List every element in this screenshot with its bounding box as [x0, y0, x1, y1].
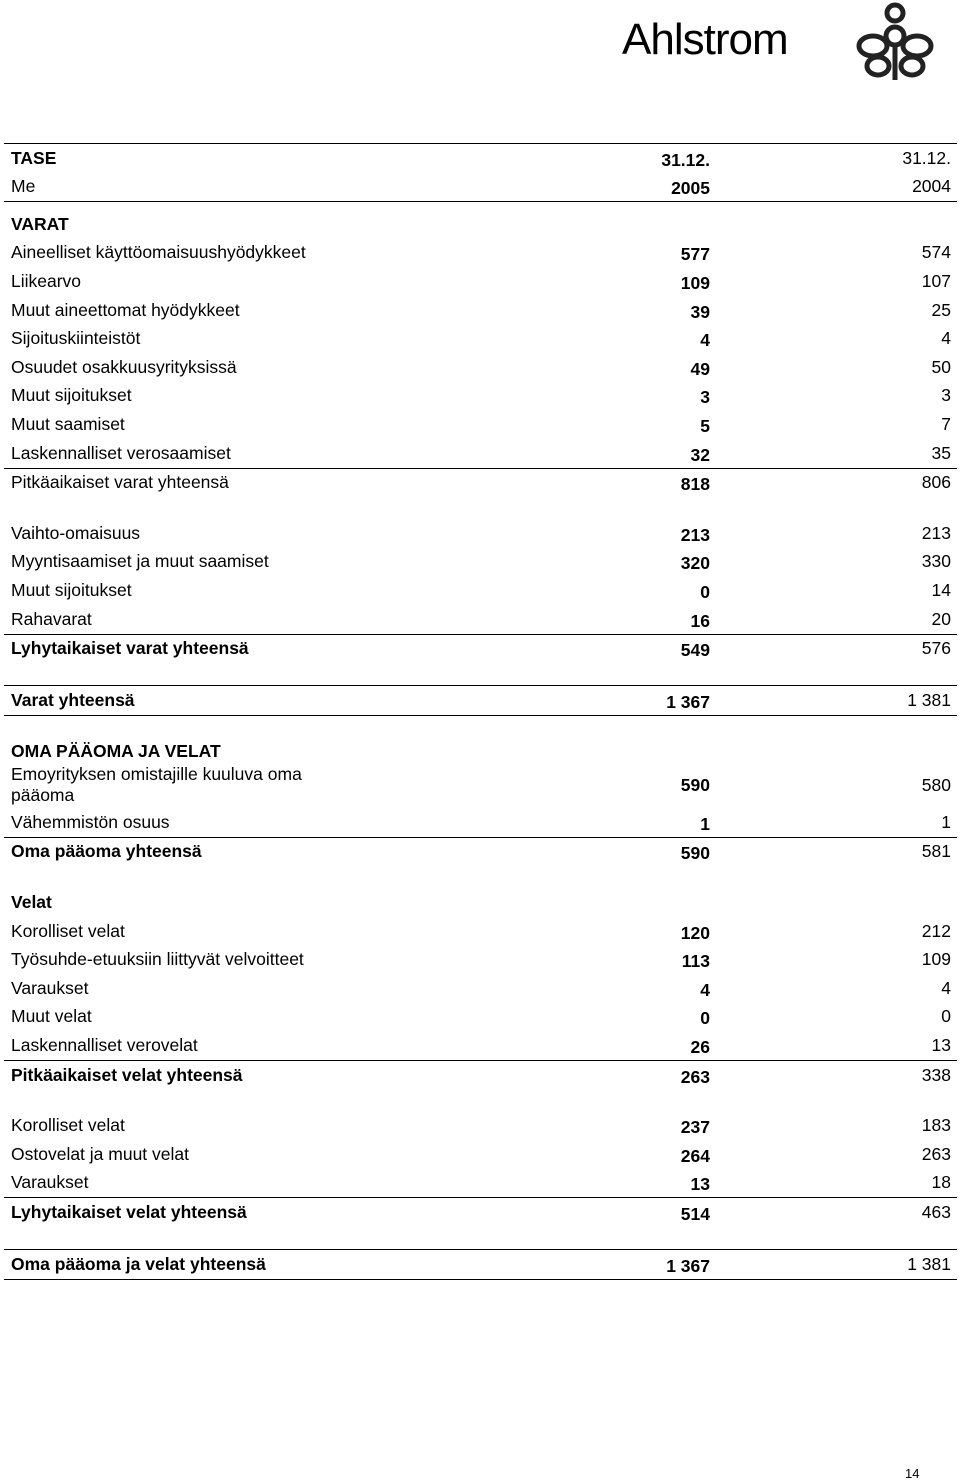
value-2005: 3 [700, 387, 710, 408]
value-2005: 577 [680, 244, 710, 265]
row-label: Osuudet osakkuusyrityksissä [11, 356, 237, 377]
table-row [4, 1031, 957, 1060]
table-row [4, 353, 957, 382]
value-2004: 3 [941, 385, 951, 406]
table-row-grand-total: Oma pääoma ja velat yhteensä 1 367 1 381 [4, 1249, 957, 1280]
value-2004: 4 [941, 977, 951, 998]
row-label: Aineelliset käyttöomaisuushyödykkeet [11, 242, 306, 263]
value-2004: 4 [941, 328, 951, 349]
value-2004: 212 [921, 920, 951, 941]
value-2005: 16 [690, 610, 710, 631]
table-row [4, 239, 957, 268]
value-2005: 213 [680, 524, 710, 545]
table-row [4, 605, 957, 634]
value-2005: 109 [680, 272, 710, 293]
value-2004: 50 [931, 356, 951, 377]
table-row [4, 296, 957, 325]
value-2004: 35 [931, 442, 951, 463]
section-heading: Velat [11, 892, 52, 913]
table-row [4, 1112, 957, 1141]
row-label: Laskennalliset verovelat [11, 1035, 198, 1056]
table-row-total: Lyhytaikaiset velat yhteensä 514 463 [4, 1197, 957, 1227]
row-label: Muut sijoitukset [11, 385, 132, 406]
value-2004: 109 [921, 949, 951, 970]
value-2005: 4 [700, 330, 710, 351]
unit-label: Me [11, 176, 36, 197]
logo-knot-icon [840, 0, 950, 82]
col1-date: 31.12. [661, 149, 710, 170]
table-row [4, 439, 957, 468]
value-2004: 183 [921, 1115, 951, 1136]
value-2004: 330 [921, 551, 951, 572]
table-row [4, 1003, 957, 1032]
table-title: TASE [11, 147, 57, 168]
col1-year: 2005 [671, 178, 710, 199]
table-row-total: Pitkäaikaiset varat yhteensä 818 806 [4, 468, 957, 498]
value-2005: 0 [700, 581, 710, 602]
row-label: Varaukset [11, 1172, 89, 1193]
row-label: Varaukset [11, 977, 89, 998]
value-2004: 14 [931, 579, 951, 600]
row-label: Liikearvo [11, 270, 82, 291]
table-row [4, 548, 957, 577]
section-heading: VARAT [11, 213, 69, 234]
value-2004: 18 [931, 1172, 951, 1193]
table-row [4, 1169, 957, 1198]
table-row [4, 267, 957, 296]
value-2004: 574 [921, 242, 951, 263]
row-label: Muut velat [11, 1006, 92, 1027]
table-row [4, 519, 957, 548]
value-2004: 20 [931, 608, 951, 629]
table-row: Vähemmistön osuus 1 1 [11, 811, 951, 834]
table-row [4, 325, 957, 354]
row-label: Työsuhde-etuuksiin liittyvät velvoitteet [11, 949, 304, 970]
value-2005: 120 [680, 922, 710, 943]
page-number: 14 [905, 1466, 920, 1481]
table-row [4, 410, 957, 439]
value-2005: 13 [690, 1174, 710, 1195]
value-2004: 25 [931, 299, 951, 320]
table-row [4, 917, 957, 946]
value-2005: 5 [700, 415, 710, 436]
value-2004: 107 [921, 270, 951, 291]
ahlstrom-logo [600, 0, 960, 90]
table-row [4, 946, 957, 975]
header-row-date [4, 144, 957, 173]
row-label: Rahavarat [11, 608, 92, 629]
value-2005: 49 [690, 358, 710, 379]
row-label: Muut saamiset [11, 413, 125, 434]
table-row [4, 974, 957, 1003]
table-row-total: Oma pääoma yhteensä 590 581 [4, 837, 957, 867]
value-2005: 113 [681, 951, 710, 972]
value-2005: 39 [690, 301, 710, 322]
row-label: Laskennalliset verosaamiset [11, 442, 231, 463]
row-label: Muut aineettomat hyödykkeet [11, 299, 240, 320]
value-2005: 320 [680, 553, 710, 574]
row-label: Korolliset velat [11, 1115, 125, 1136]
value-2004: 213 [921, 522, 951, 543]
table-row [4, 382, 957, 411]
row-label: Vaihto-omaisuus [11, 522, 141, 543]
value-2004: 13 [931, 1035, 951, 1056]
balance-sheet-table [4, 143, 957, 1280]
col2-year: 2004 [912, 176, 951, 197]
value-2005: 237 [680, 1117, 710, 1138]
value-2004: 0 [941, 1006, 951, 1027]
header-row-year [4, 173, 957, 203]
value-2005: 4 [700, 979, 710, 1000]
table-row [4, 1140, 957, 1169]
row-label: Sijoituskiinteistöt [11, 328, 141, 349]
value-2005: 0 [700, 1008, 710, 1029]
row-label: Muut sijoitukset [11, 579, 132, 600]
table-row: Emoyrityksen omistajille kuuluva oma pääoma 590 580 [11, 764, 951, 806]
section-heading: OMA PÄÄOMA JA VELAT [11, 741, 221, 762]
value-2005: 26 [690, 1037, 710, 1058]
row-label: Myyntisaamiset ja muut saamiset [11, 551, 269, 572]
table-row [4, 576, 957, 605]
row-label: Korolliset velat [11, 920, 125, 941]
value-2004: 263 [921, 1143, 951, 1164]
row-label: Ostovelat ja muut velat [11, 1143, 189, 1164]
table-row-total: Pitkäaikaiset velat yhteensä 263 338 [4, 1060, 957, 1090]
logo-text: Ahlstrom [622, 15, 788, 64]
table-row-total: Lyhytaikaiset varat yhteensä 549 576 [4, 634, 957, 664]
col2-date: 31.12. [902, 147, 951, 168]
value-2005: 264 [680, 1145, 710, 1166]
value-2005: 32 [690, 444, 710, 465]
value-2004: 7 [941, 413, 951, 434]
table-row-grand-total: Varat yhteensä 1 367 1 381 [4, 685, 957, 716]
